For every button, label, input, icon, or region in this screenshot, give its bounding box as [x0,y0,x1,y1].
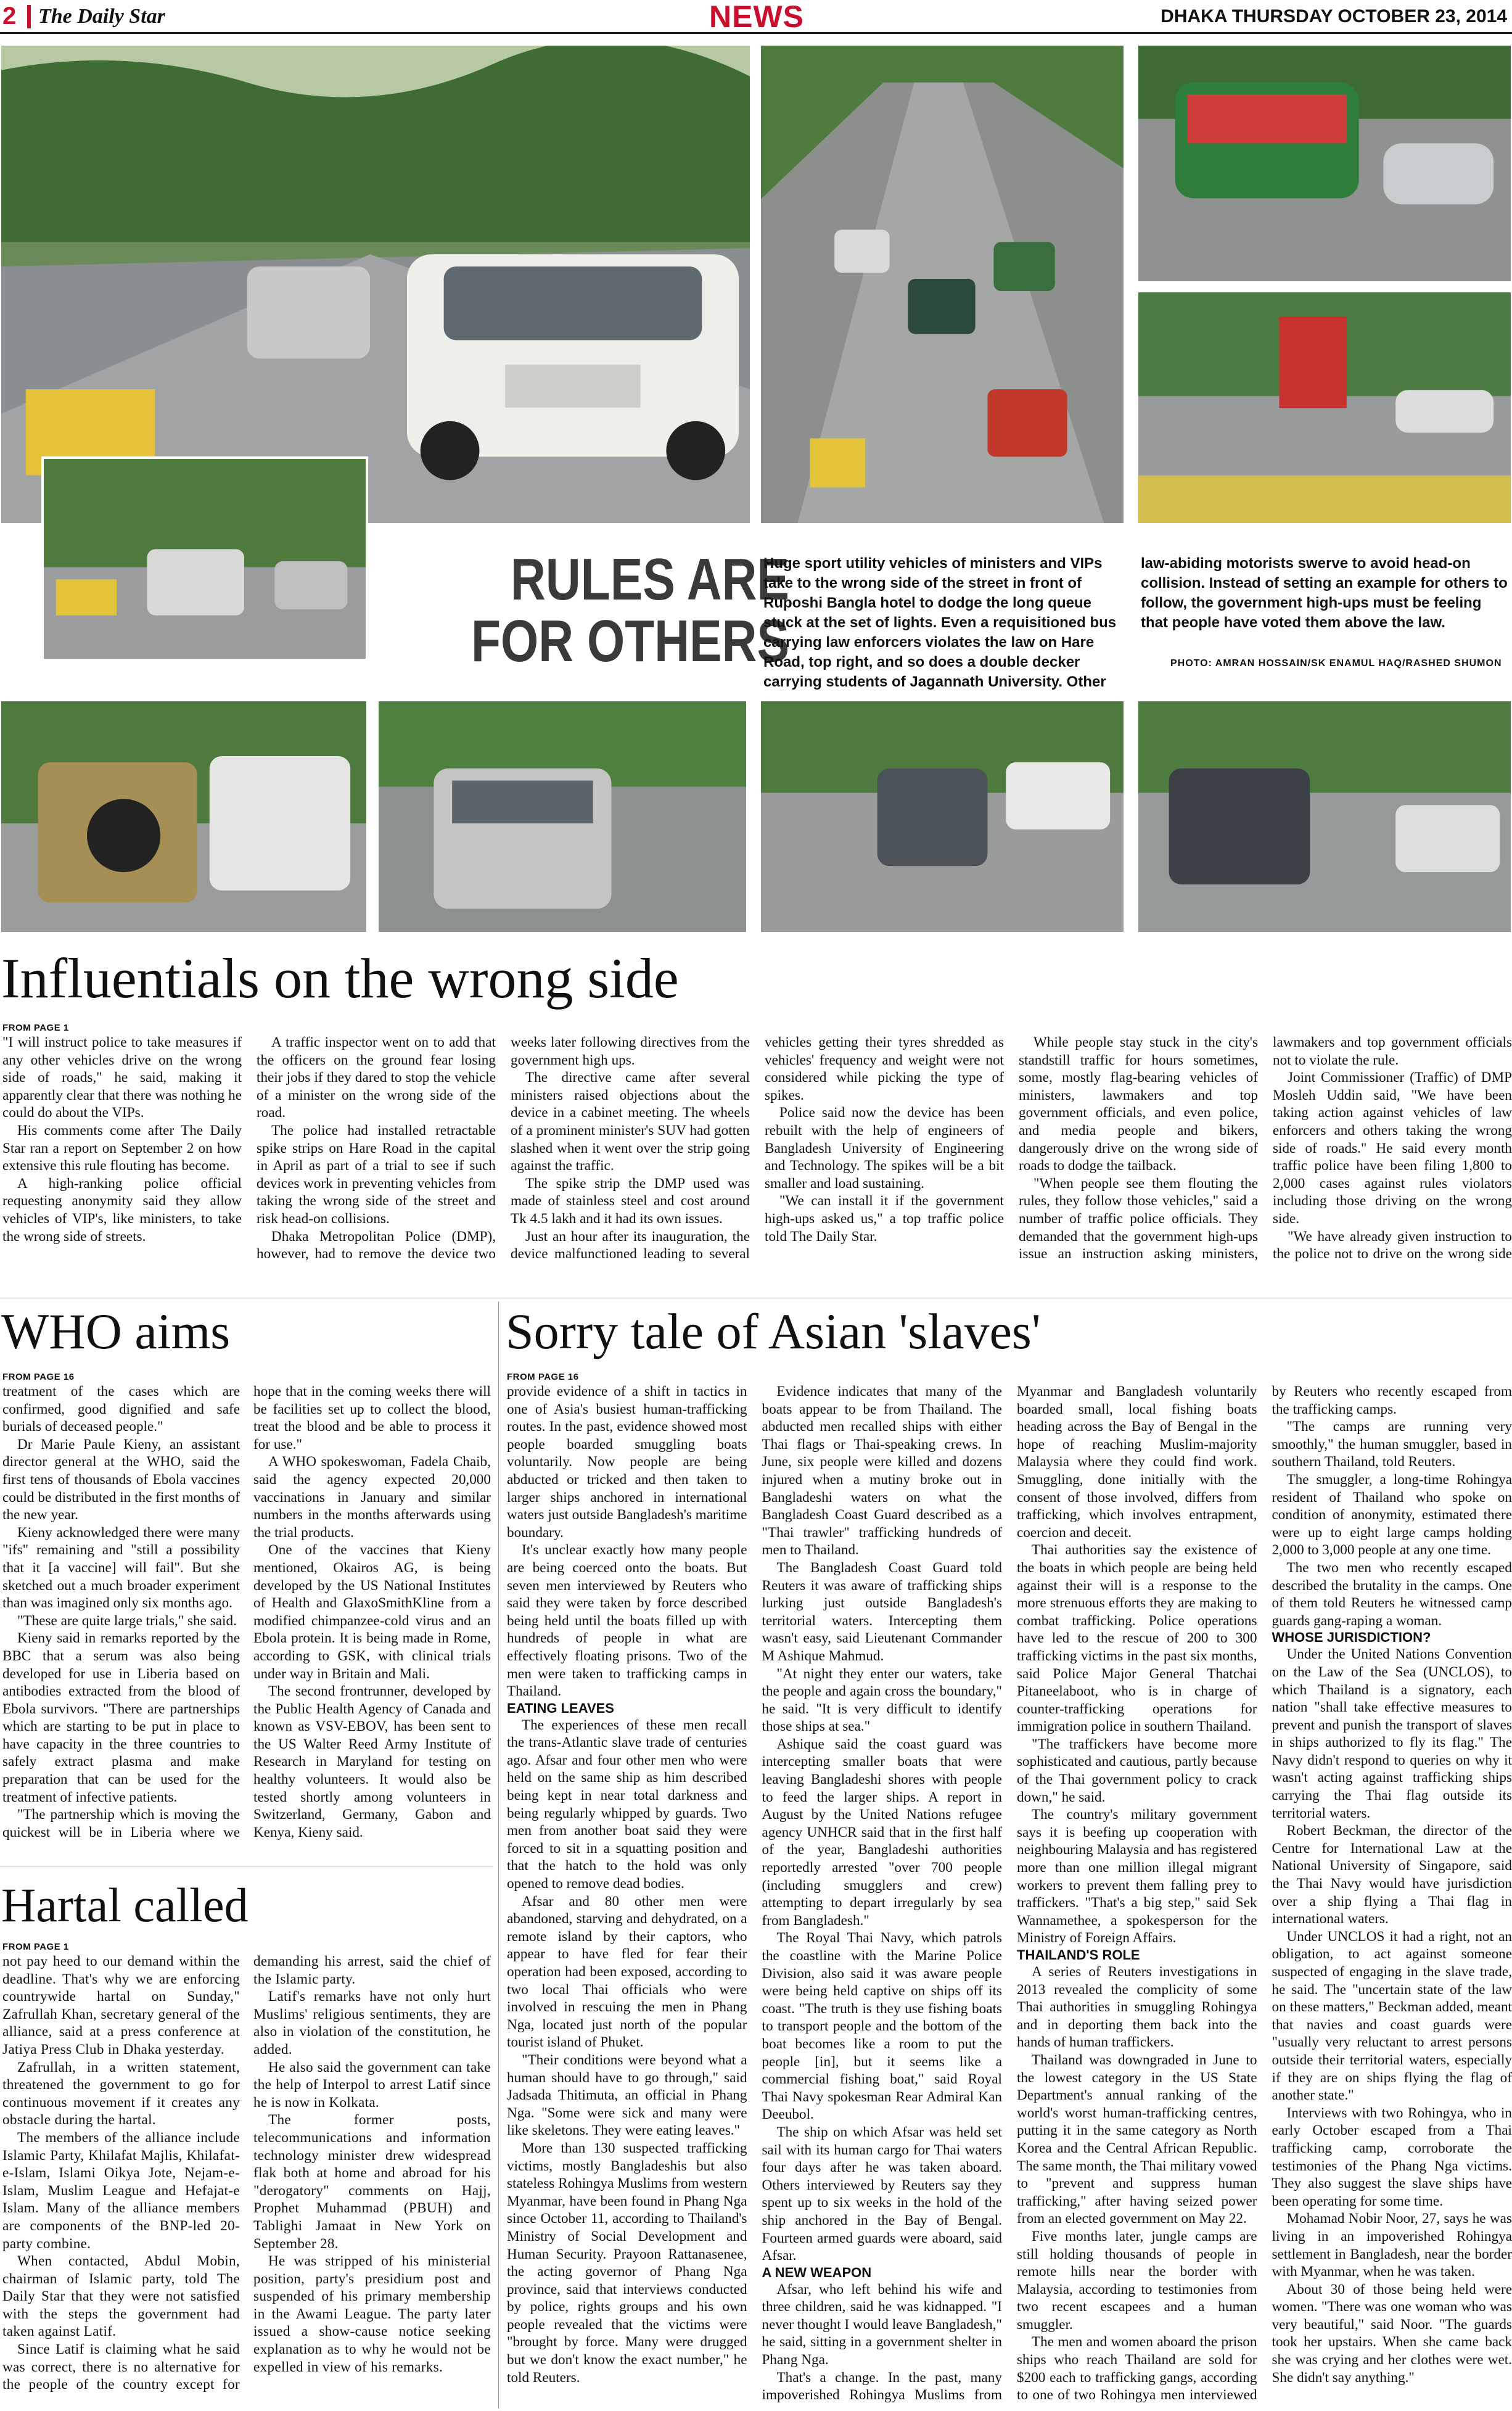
article4-body [507,1383,1512,2409]
photo-suv-lane [1137,700,1512,933]
paragraph: His comments come after The Daily Star ran a report on September 2 on how extensive this rule flouting has become. [2,1122,242,1174]
paragraph: That's a change. In the past, many impoverished Rohingya Muslims from Myanmar and Bangladesh voluntarily boarded small, local fishing boats heading across the Bay of Bengal in the hope of reaching Muslim-majority Malaysia where they could find work. Smuggling, done initially with the consent of those involved, differs from trafficking, which involves entrapment, coercion and deceit. [762,1383,1257,2404]
subhead: A NEW WEAPON [762,2264,872,2280]
paragraph: "The camps are running very smoothly," the human smuggler, based in southern Thailand, told Reuters. [1272,1419,1512,1470]
article4-jump: FROM PAGE 16 [507,1372,579,1382]
feature-caption-left: Huge sport utility vehicles of ministers and VIPs take to the wrong side of the street in front of Ruposhi Bangla hotel to dodge the long queue stuck at the set of lights. Even a requisitioned bus carrying law enforcers violates the law on Hare Road, top right, and so does a double decker carrying students of Jagannath University. Other [763,555,1117,690]
paragraph: Thailand was downgraded in June to the lowest category in the US State Department's annual ranking of the world's worst human-trafficking centres, putting it in the same category as North Korea and the Central African Republic. The same month, the Thai military vowed to "prevent and suppress human trafficking," after having seized power from an elected government on May 22. [1017,2051,1257,2227]
subhead: EATING LEAVES [507,1700,614,1716]
paragraph: Just an hour after its inauguration, the device malfunctioned leading to several vehicles getting their tyres shredded as vehicles' frequency and weight were not considered while picking the type of spikes. [511,1034,1004,1263]
paragraph: Since Latif is claiming what he said was correct, there is no alternative for the people of the country except for demanding his arrest, said the chief of the Islamic party. [2,1953,491,2393]
paragraph: The smuggler, a long-time Rohingya resident of Thailand who spoke on condition of anonymity, estimated there were up to eight large camps holding 2,000 to 3,000 people at any one time. [1272,1471,1512,1559]
paragraph: Ashique said the coast guard was intercepting smaller boats that were leaving Bangladeshi shores with people to feed the larger ships. A report in August by the United Nations refugee agency UNHCR said that in the first half of the year, Bangladeshi authorities reportedly arrested "over 700 people (including smugglers and crew) attempting to depart irregularly by sea from Bangladesh." [762,1736,1002,1929]
paragraph: Police said now the device has been rebuilt with the help of engineers of Bangladesh University of Engineering and Technology. The spikes will be a bit smaller and load sustaining. [765,1105,1004,1192]
paragraph: The Bangladesh Coast Guard told Reuters it was aware of trafficking ships lurking just outside Bangladesh's territorial waters. Intercepting them wasn't easy, said Lieutenant Commander M Ashique Mahmud. [762,1559,1002,1664]
paragraph: He was stripped of his ministerial position, party's presidium post and suspended of his primary membership in the Awami League. The party later issued a show-cause notice seeking explanation as to why he would not be expelled in view of his remarks. [253,2253,491,2375]
paragraph: The two men who recently escaped described the brutality in the camps. One of them told Reuters he witnessed camp guards gang-raping a woman. [1272,1559,1512,1629]
page-number: 2 [2,2,17,30]
subhead: WHOSE JURISDICTION? [1272,1630,1431,1646]
photo-credit: PHOTO: AMRAN HOSSAIN/SK ENAMUL HAQ/RASHED SHUMON [1170,658,1502,669]
paragraph: One of the vaccines that Kieny mentioned, Okairos AG, is being developed by the US National Institutes of Health and GlaxoSmithKline from a modified chimpanzee-cold virus and an Ebola protein. It is being made in Rome, according to GSK, with clinical trials under way in Britain and Mali. [253,1542,491,1682]
article1-body [2,1034,1512,1280]
feature-headline [445,546,789,674]
photo-suv-spare-wheel [0,700,368,933]
paragraph: When contacted, Abdul Mobin, chairman of Islamic party, told The Daily Star that they were not satisfied with the steps the government had taken against Latif. [2,2253,240,2340]
paragraph: Interviews with two Rohingya, who in early October escaped from a Thai trafficking camp, corroborate the testimonies of the Phang Nga victims. They also suggest the slave ships have been operating for some time. [1272,2104,1512,2209]
paragraph: provide evidence of a shift in tactics in one of Asia's busiest human-trafficking routes. In the past, evidence showed most people boarded smuggling boats voluntarily. Now people are being abducted or tricked and then taken to larger ships anchored in international waters just outside Bangladesh's maritime boundary. [507,1383,747,1541]
paragraph: Under the United Nations Convention on the Law of the Sea (UNCLOS), to which Thailand is a signatory, each nation "shall take effective measures to prevent and punish the transport of slaves in ships authorized to fly its flag." The Navy didn't respond to queries on why it wasn't acting against trafficking ships carrying the Thai flag outside its territorial waters. [1272,1646,1512,1821]
photo-suv-overtaking [760,700,1125,933]
paragraph: The Royal Thai Navy, which patrols the coastline with the Marine Police Division, also said it was aware people were being held captive on ships off its coast. "The truth is they use fishing boats to transport people and the bottom of the boat becomes like a room to put the people [in], but it seems like a commercial fishing boat," said Royal Thai Navy spokesman Rear Admiral Kan Deeubol. [762,1930,1002,2123]
paragraph: "The partnership which is moving the quickest will be in Liberia where we hope that in the coming weeks there will be facilities set up to collect the blood, treat the blood and be able to process it for use." [2,1383,491,1840]
paragraph: The former posts, telecommunications and information technology minister drew widespread flak both at home and abroad for his "derogatory" comments on Hajj, Prophet Muhammad (PBUH) and Tablighi Jamaat in New York on September 28. [253,2112,491,2252]
paragraph: Mohamad Nobir Noor, 27, says he was living in an impoverished Rohingya settlement in Bangladesh, near the border with Myanmar, when he was taken. [1272,2211,1512,2280]
article3-jump: FROM PAGE 1 [2,1942,69,1952]
paragraph: Zafrullah, in a written statement, threatened the government to go for continuous movement if it creates any obstacle during the hartal. [2,2059,240,2129]
paragraph: The police had installed retractable spike strips on Hare Road in the capital in April as part of a trial to see if such devices work in preventing vehicles from taking the wrong side of the street and risk head-on collisions. [257,1122,496,1227]
article2-jump: FROM PAGE 16 [2,1372,75,1382]
paragraph: Afsar, who left behind his wife and three children, said he was kidnapped. "I never thought I would leave Bangladesh," he said, sitting in a government shelter in Phang Nga. [762,2281,1002,2368]
paragraph: treatment of the cases which are confirmed, good dignified and safe burials of deceased people." [2,1383,240,1435]
feature-headline-line1: RULES ARE [511,546,789,612]
paragraph: While people stay stuck in the city's standstill traffic for hours sometimes, some, mostly flag-bearing vehicles of ministers, lawmakers and top government officials, and even police, and media people and bikers, dangerously drive on the wrong side of roads to dodge the tailback. [1019,1034,1258,1174]
paragraph: not pay heed to our demand within the deadline. That's why we are enforcing countrywide hartal on Sunday," Zafrullah Khan, secretary general of the alliance, said at a press conference at Jatiya Press Club in Dhaka yesterday. [2,1953,240,2058]
paragraph: Dr Marie Paule Kieny, an assistant director general at the WHO, said the first tens of thousands of Ebola vaccines could be distributed in the first months of the new year. [2,1436,240,1523]
paragraph: Thai authorities say the existence of the boats in which people are being held against their will is a response to the more strenuous efforts they are making to combat trafficking. Police operations have led to the rescue of 200 to 300 trafficking victims in the past six months, said Police Major General Thatchai Pitaneelaboot, who is in charge of counter-trafficking operations for immigration police in southern Thailand. [1017,1542,1257,1735]
dateline: DHAKA THURSDAY OCTOBER 23, 2014 [1161,6,1507,27]
article1-headline: Influentials on the wrong side [1,947,679,1010]
paragraph: It's unclear exactly how many people are being coerced onto the boats. But seven men interviewed by Reuters who said they were taken by force described being held until the boats filled up with hundreds of people in what are effectively floating prisons. Two of the men were taken to trafficking camps in Thailand. [507,1542,747,1700]
paragraph: A WHO spokeswoman, Fadela Chaib, said the agency expected 20,000 vaccinations in January and similar numbers in the months afterwards using the trial products. [253,1454,491,1541]
photo-inset-suvs [41,456,368,661]
paragraph: Evidence indicates that many of the boats appear to be from Thailand. The abducted men recalled ships with either Thai flags or Thai-speaking crews. In June, six people were killed and dozens injured when a mutiny broke out in Bangladeshi waters on what the Bangladesh Coast Guard described as a "Thai trawler" trafficking hundreds of men to Thailand. [762,1383,1002,1559]
paragraph: Kieny acknowledged there were many "ifs" remaining and "still a possibility that it [a vaccine] will fail". But she sketched out a much broader experiment than was imagined only six months ago. [2,1524,240,1612]
article3-headline: Hartal called [1,1878,249,1932]
photo-suv-wrong-side [0,44,751,524]
paragraph: Under UNCLOS it had a right, not an obligation, to act against someone suspected of engaging in the slave trade, he said. The "uncertain state of the law on these matters," Beckman added, meant that navies and coast guards were "usually very reluctant to arrest persons outside their territorial waters, especially if they are on ships flying the flag of another state." [1272,1928,1512,2104]
paragraph: The country's military government says it is beefing up cooperation with neighbouring Malaysia and has registered more than one million illegal migrant workers to prevent them falling prey to traffickers. "That's a big step," said Sek Wannamethee, a spokesperson for the Ministry of Foreign Affairs. [1017,1807,1257,1947]
masthead-divider [27,5,31,28]
article2-headline: WHO aims [1,1303,231,1359]
paragraph: About 30 of those being held were women. "There was one woman who was very beautiful," said Noor. "The guards took her upstairs. When she came back she was crying and her clothes were wet. She didn't say anything." [1272,2281,1512,2386]
subhead: THAILAND'S ROLE [1017,1947,1140,1963]
paragraph: A traffic inspector went on to add that the officers on the ground fear losing their jobs if they dared to stop the vehicle of a minister on the wrong side of the road. [257,1034,496,1121]
paragraph: "Their conditions were beyond what a human should have to go through," said Jadsada Thitimuta, an official in Phang Nga. "Some were sick and many were like skeletons. They were eating leaves." [507,2051,747,2139]
paragraph: "At night they enter our waters, take the people and again cross the boundary," he said. "It is very difficult to identify those ships at sea." [762,1665,1002,1735]
paragraph: The members of the alliance include Islamic Party, Khilafat Majlis, Khilafat-e-Islam, Islami Oikya Jote, Nejam-e-Islam, Muslim League and Hefajat-e Islam. Many of the alliance members are components of the BNP-led 20-party combine. [2,2129,240,2252]
article1-jump: FROM PAGE 1 [2,1023,69,1033]
paragraph: "We have already given instruction to the police not to drive on the wrong side [1273,1228,1512,1263]
paragraph: "We can install it if the government high-ups asked us," a top traffic police told The Daily Star. [765,1193,1004,1245]
paragraph: The second frontrunner, developed by the Public Health Agency of Canada and known as VSV-EBOV, has been sent to the US Walter Reed Army Institute of Research in Maryland for testing on healthy volunteers. It would also be tested shortly among volunteers in Switzerland, Germany, Gabon and Kenya, Kieny said. [253,1683,491,1840]
article2-body [2,1383,491,1858]
photo-suv-front [377,700,747,933]
paragraph: Latif's remarks have not only hurt Muslims' religious sentiments, they are also in violation of the constitution, he added. [253,1989,491,2058]
paragraph: Kieny said in remarks reported by the BBC that a serum was also being developed for use in Liberia based on antibodies extracted from the blood of Ebola survivors. "There are partnerships which are starting to be put in place to have capacity in the three countries to safely extract plasma and make preparation that can be used for the treatment of infective patients. [2,1630,240,1805]
paragraph: The experiences of these men recall the trans-Atlantic slave trade of centuries ago. Afsar and four other men who were held on the same ship as him described being kept in near total darkness and being regularly whipped by guards. Two men from another boat said they were forced to sit in a squatting position and that the hatch to the hold was only opened to remove dead bodies. [507,1717,747,1892]
photo-police-bus [1137,44,1512,282]
paragraph: A high-ranking police official requesting anonymity said they allow vehicles of VIP's, like ministers, to take the wrong side of streets. [2,1175,242,1245]
paper-logo: The Daily Star [38,5,165,28]
paragraph: "The traffickers have become more sophisticated and cautious, partly because of the Thai government policy to crack down," he said. [1017,1736,1257,1805]
photo-traffic-queue [760,44,1125,524]
paragraph: "When people see them flouting the rules, they follow those vehicles," said a number of traffic police officials. They demanded that the government high-ups issue an instruction asking ministers, lawmakers and top government officials not to violate the rule. [1019,1034,1512,1263]
paragraph: More than 130 suspected trafficking victims, mostly Bangladeshis but also stateless Rohingya Muslims from western Myanmar, have been found in Phang Nga since October 11, according to Thailand's Ministry of Social Development and Human Security. Prayoon Rattanasenee, the acting governor of Phang Nga province, said that interviews conducted by police, rights groups and his own people revealed that the victims were "brought by force. Many were drugged but we don't know the exact number," he told Reuters. [507,2140,747,2386]
feature-caption-right: law-abiding motorists swerve to avoid head-on collision. Instead of setting an example for others to follow, the government high-ups must be feeling that people have voted them above the law. [1141,555,1508,631]
paragraph: The spike strip the DMP used was made of stainless steel and cost around Tk 4.5 lakh and it had its own issues. [511,1175,750,1227]
paragraph: Joint Commissioner (Traffic) of DMP Mosleh Uddin said, "We have been taking action against vehicles of law enforcers and others taking the wrong side of roads." He said every month traffic police have been filing 1,800 to 2,000 cases against rules violators including those driving on the wrong side. [1273,1069,1512,1227]
paragraph: Afsar and 80 other men were abandoned, starving and dehydrated, on a remote island by their captors, who appear to have fled for fear their operation had been exposed, according to two local Thai officials who were involved in rescuing the men in Phang Nga, located just north of the popular tourist island of Phuket. [507,1893,747,2051]
paragraph: The men and women aboard the prison ships who reach Thailand are sold for $200 each to trafficking gangs, according to one of two Rohingya men interviewed by Reuters who recently escaped from the trafficking camps. [1017,1383,1512,2404]
paragraph: "I will instruct police to take measures if any other vehicles drive on the wrong side of roads," he said, making it apparently clear that there was nothing he could do about the VIPs. [2,1034,242,1121]
article4-headline: Sorry tale of Asian 'slaves' [506,1303,1041,1359]
paragraph: "These are quite large trials," she said. [17,1612,237,1629]
paragraph: A series of Reuters investigations in 2013 revealed the complicity of some Thai authorities in smuggling Rohingya and in deporting them back into the hands of human traffickers. [1017,1964,1257,2051]
masthead [0,0,1512,34]
paragraph: Five months later, jungle camps are still holding thousands of people in remote hills near the border with Malaysia, according to testimonies from two recent escapees and a human smuggler. [1017,2228,1257,2333]
paragraph: He also said the government can take the help of Interpol to arrest Latif since he is now in Kolkata. [253,2059,491,2111]
article3-body [2,1953,491,2409]
photo-double-decker [1137,291,1512,524]
paragraph: The directive came after several ministers raised objections about the device in a cabinet meeting. The wheels of a prominent minister's SUV had gotten slashed when it went over the strip going against the traffic. [511,1069,750,1174]
paragraph: The ship on which Afsar was held set sail with its human cargo for Thai waters four days after he was taken aboard. Others interviewed by Reuters say they spent up to six weeks in the hold of the ship anchored in the Bay of Bengal. Fourteen armed guards were aboard, said Afsar. [762,2124,1002,2264]
paragraph: Robert Beckman, the director of the Centre for International Law at the National University of Singapore, said the Thai Navy would have jurisdiction over a ship flying a Thai flag in international waters. [1272,1823,1512,1927]
paragraph: Dhaka Metropolitan Police (DMP), however, had to remove the device two weeks later following directives from the government high ups. [257,1034,750,1263]
column-divider [498,1301,499,2409]
section-title: NEWS [709,0,804,34]
feature-headline-line2: FOR OTHERS [470,608,789,674]
